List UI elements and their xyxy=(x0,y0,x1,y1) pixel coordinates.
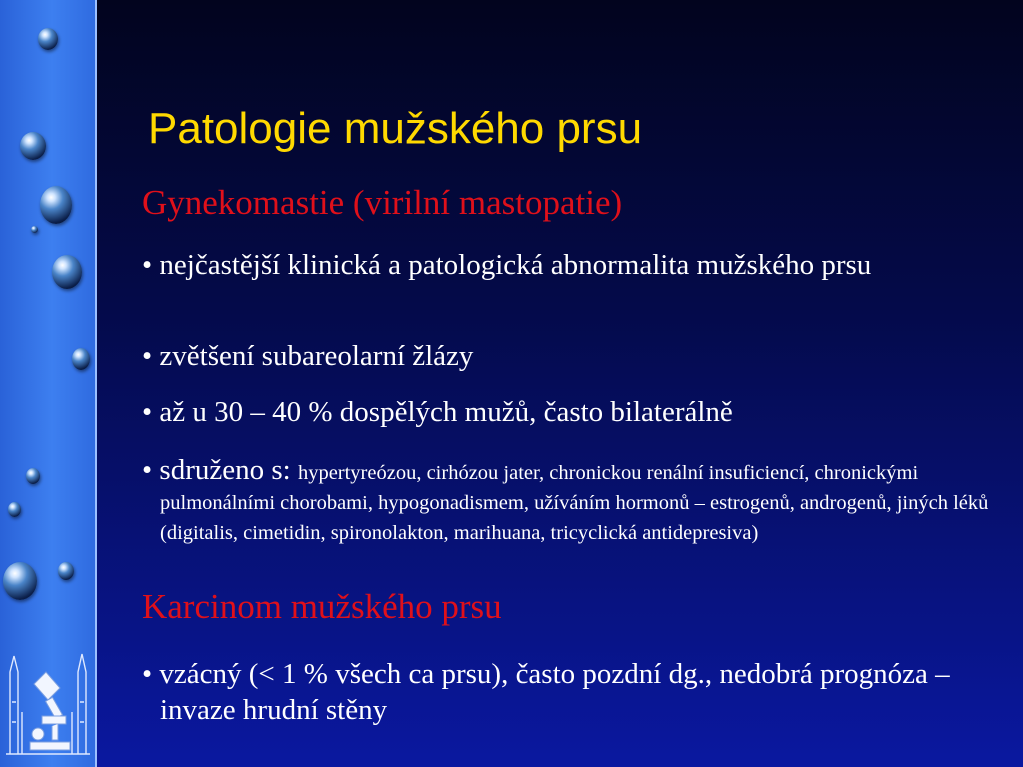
bullet-text: vzácný (< 1 % všech ca prsu), často pozdní dg., nedobrá prognóza – invaze hrudní stěny xyxy=(159,658,950,726)
bullet-marker: • xyxy=(142,454,153,486)
water-bubble-icon xyxy=(58,562,74,580)
bullet-text: nejčastější klinická a patologická abnormalita mužského prsu xyxy=(159,249,872,281)
water-bubble-icon xyxy=(20,132,46,160)
bullet-item xyxy=(142,656,1020,728)
section-heading-karcinom: Karcinom mužského prsu xyxy=(142,587,502,626)
bullet-item-associated-conditions xyxy=(142,456,1010,546)
bullet-marker: • xyxy=(142,249,153,281)
section-heading-gynekomastie: Gynekomastie (virilní mastopatie) xyxy=(142,183,623,222)
water-bubble-icon xyxy=(40,186,72,224)
bullet-marker: • xyxy=(142,396,153,428)
water-bubble-icon xyxy=(3,562,37,600)
water-bubble-icon xyxy=(52,255,82,289)
bullet-text: zvětšení subareolarní žlázy xyxy=(159,340,474,372)
microscope-emblem-icon xyxy=(4,642,92,757)
water-bubble-icon xyxy=(38,28,58,50)
water-bubble-icon xyxy=(26,468,40,484)
bullet-marker: • xyxy=(142,658,153,690)
bullet-lead-text: sdruženo s: xyxy=(159,454,291,486)
water-bubble-icon xyxy=(8,502,21,517)
water-bubble-icon xyxy=(31,226,38,233)
bullet-text: až u 30 – 40 % dospělých mužů, často bilaterálně xyxy=(159,396,733,428)
bullet-item xyxy=(142,397,1010,427)
sidebar-decoration xyxy=(0,0,97,767)
bullet-item xyxy=(142,341,1010,371)
bullet-marker: • xyxy=(142,340,153,372)
slide-title: Patologie mužského prsu xyxy=(148,104,643,153)
bullet-detail-text: hypertyreózou, cirhózou jater, chronickou renální insuficiencí, chronickými pulmonálními chorobami, hypogonadismem, užíváním hormonů – estrogenů, androgenů, jiných léků (digitalis, cimetidin, spironolakton, marihuana, tricyclická antidepresiva) xyxy=(160,462,989,544)
bullet-item xyxy=(142,250,1010,280)
water-bubble-icon xyxy=(72,348,90,370)
